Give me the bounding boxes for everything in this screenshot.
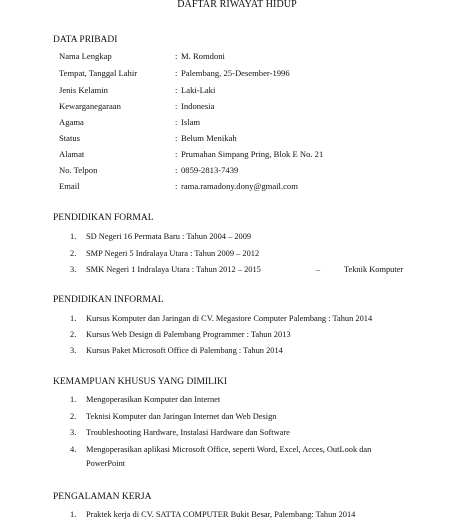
field-label: Nama Lengkap	[59, 51, 112, 61]
field-row-telpon	[59, 166, 459, 178]
field-separator: :	[175, 68, 178, 78]
field-separator: :	[175, 85, 178, 95]
list-text: Mengoperasikan Komputer dan Internet	[86, 395, 221, 404]
list-number: 2.	[70, 249, 77, 258]
field-value: Islam	[181, 117, 201, 127]
list-text: SD Negeri 16 Permata Baru : Tahun 2004 – 2009	[86, 232, 252, 241]
field-row-status	[59, 134, 459, 146]
list-number: 1.	[70, 232, 77, 241]
field-label: Status	[59, 133, 81, 143]
field-separator: :	[175, 133, 178, 143]
list-number: 2.	[70, 330, 77, 339]
jurusan-dash: –	[316, 265, 321, 274]
field-row-jenis-kelamin	[59, 86, 459, 98]
list-text: Kursus Komputer dan Jaringan di CV. Megastore Computer Palembang : Tahun 2014	[86, 314, 373, 323]
section-heading-data-pribadi: DATA PRIBADI	[53, 35, 118, 45]
list-text: Kursus Paket Microsoft Office di Palembang : Tahun 2014	[86, 346, 283, 355]
field-label: Kewarganegaraan	[59, 101, 121, 111]
list-number: 4.	[70, 445, 77, 454]
field-value: Belum Menikah	[181, 133, 237, 143]
field-row-nama	[59, 52, 459, 64]
field-row-ttl	[59, 69, 459, 81]
field-value: Laki-Laki	[181, 85, 216, 95]
field-label: Agama	[59, 117, 84, 127]
field-value: rama.ramadony.dony@gmail.com	[181, 181, 298, 191]
field-label: Jenis Kelamin	[59, 85, 108, 95]
field-separator: :	[175, 51, 178, 61]
list-number: 1.	[70, 314, 77, 323]
list-number: 3.	[70, 346, 77, 355]
list-text: Teknisi Komputer dan Jaringan Internet dan Web Design	[86, 412, 277, 421]
field-row-alamat	[59, 150, 459, 162]
list-text: Praktek kerja di CV. SATTA COMPUTER Bukit Besar, Palembang: Tahun 2014	[86, 510, 356, 519]
list-number: 1.	[70, 395, 77, 404]
list-number: 2.	[70, 412, 77, 421]
list-text: Kursus Web Design di Palembang Programmer : Tahun 2013	[86, 330, 291, 339]
document-title: DAFTAR RIWAYAT HIDUP	[177, 0, 297, 10]
section-heading-pendidikan-formal: PENDIDIKAN FORMAL	[53, 213, 154, 223]
field-separator: :	[175, 181, 178, 191]
section-heading-kemampuan: KEMAMPUAN KHUSUS YANG DIMILIKI	[53, 377, 228, 387]
field-separator: :	[175, 149, 178, 159]
list-text: SMP Negeri 5 Indralaya Utara : Tahun 2009 – 2012	[86, 249, 260, 258]
list-number: 3.	[70, 265, 77, 274]
list-number: 3.	[70, 428, 77, 437]
field-label: No. Telpon	[59, 165, 98, 175]
jurusan-label: Teknik Komputer	[344, 265, 404, 274]
field-row-kewarganegaraan	[59, 102, 459, 114]
field-row-email	[59, 182, 459, 194]
field-row-agama	[59, 118, 459, 130]
section-heading-pendidikan-informal: PENDIDIKAN INFORMAL	[53, 295, 164, 305]
field-value: Palembang, 25-Desember-1996	[181, 68, 290, 78]
list-text: Mengoperasikan aplikasi Microsoft Office, seperti Word, Excel, Acces, OutLook dan	[86, 445, 372, 454]
field-separator: :	[175, 101, 178, 111]
field-value: M. Romdoni	[181, 51, 225, 61]
section-heading-pengalaman: PENGALAMAN KERJA	[53, 492, 152, 502]
field-label: Tempat, Tanggal Lahir	[59, 68, 138, 78]
field-label: Email	[59, 181, 80, 191]
list-number: 1.	[70, 510, 77, 519]
field-value: Prumahan Simpang Pring, Blok E No. 21	[181, 149, 324, 159]
field-value: 0859-2813-7439	[181, 165, 239, 175]
list-item-continuation: PowerPoint	[86, 459, 126, 468]
field-label: Alamat	[59, 149, 85, 159]
list-text: Troubleshooting Hardware, Instalasi Hardware dan Software	[86, 428, 290, 437]
field-separator: :	[175, 117, 178, 127]
field-separator: :	[175, 165, 178, 175]
field-value: Indonesia	[181, 101, 215, 111]
list-text: SMK Negeri 1 Indralaya Utara : Tahun 2012 – 2015	[86, 265, 261, 274]
